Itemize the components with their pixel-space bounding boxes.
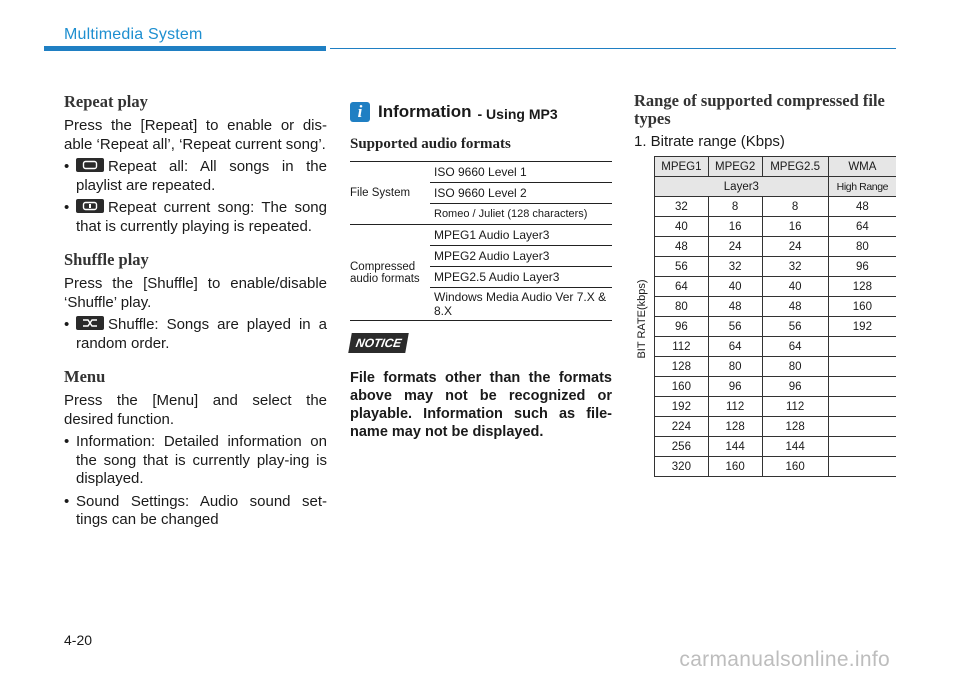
column-repeat-shuffle-menu <box>64 92 327 530</box>
table-cell: 8 <box>762 197 828 217</box>
table-cell: 48 <box>708 297 762 317</box>
bitrate-axis-label: BIT RATE(kbps) <box>636 279 648 359</box>
table-row <box>655 457 897 477</box>
bullet: • <box>64 492 70 510</box>
table-cell: 192 <box>828 317 896 337</box>
header-cell: WMA <box>828 157 896 177</box>
section-title: Multimedia System <box>64 26 203 43</box>
table-cell: 40 <box>655 217 709 237</box>
shuffle-heading: Shuffle play <box>64 250 149 269</box>
table-cell: 112 <box>708 397 762 417</box>
table-row <box>655 257 897 277</box>
bitrate-table <box>654 156 896 477</box>
table-cell: 64 <box>708 337 762 357</box>
table-cell: 320 <box>655 457 709 477</box>
range-heading: Range of supported compressed file types <box>634 91 885 128</box>
table-cell: 112 <box>655 337 709 357</box>
menu-info-text: Information: Detailed information on the song that is currently play-ing is displayed. <box>76 433 327 487</box>
repeat-heading: Repeat play <box>64 92 148 111</box>
table-cell: ISO 9660 Level 1 <box>430 162 612 183</box>
table-cell: 80 <box>828 237 896 257</box>
bullet: • <box>64 316 70 333</box>
table-cell: 80 <box>655 297 709 317</box>
table-cell: 64 <box>655 277 709 297</box>
file-system-label: File System <box>350 162 430 225</box>
list-item <box>64 199 327 236</box>
header-cell: MPEG2.5 <box>762 157 828 177</box>
table-cell <box>828 337 896 357</box>
table-cell: 96 <box>708 377 762 397</box>
table-cell: Windows Media Audio Ver 7.X & 8.X <box>430 288 612 321</box>
table-cell: 128 <box>655 357 709 377</box>
table-cell: 96 <box>762 377 828 397</box>
notice-text: File formats other than the formats above may not be recognized or playable. Information such as file-name may not be displayed. <box>350 370 612 440</box>
layer-cell: Layer3 <box>655 177 829 197</box>
table-row <box>655 197 897 217</box>
table-cell: 8 <box>708 197 762 217</box>
table-cell: 128 <box>708 417 762 437</box>
table-cell: 80 <box>762 357 828 377</box>
header-cell: MPEG2 <box>708 157 762 177</box>
table-cell: 224 <box>655 417 709 437</box>
table-cell: 64 <box>762 337 828 357</box>
table-cell: Romeo / Juliet (128 characters) <box>430 204 612 225</box>
shuffle-body: Press the [Shuffle] to enable/disable ‘Shuffle’ play. <box>64 275 327 311</box>
table-cell: 144 <box>708 437 762 457</box>
table-cell: 160 <box>708 457 762 477</box>
table-row <box>655 217 897 237</box>
table-cell: 24 <box>762 237 828 257</box>
table-cell <box>828 417 896 437</box>
table-cell: 96 <box>655 317 709 337</box>
table-cell: 160 <box>828 297 896 317</box>
table-cell: 16 <box>762 217 828 237</box>
bullet: • <box>64 158 70 175</box>
table-cell: 56 <box>762 317 828 337</box>
bitrate-table-wrap <box>634 156 896 477</box>
table-cell: 112 <box>762 397 828 417</box>
repeat-one-icon <box>76 199 104 213</box>
table-cell <box>828 457 896 477</box>
repeat-all-text: Repeat all: All songs in the playlist are repeated. <box>76 158 327 194</box>
table-cell: MPEG2.5 Audio Layer3 <box>430 267 612 288</box>
axis-label-wrap <box>632 156 652 482</box>
table-cell: 128 <box>762 417 828 437</box>
table-header-row <box>655 157 897 177</box>
table-cell <box>828 397 896 417</box>
table-header-row <box>655 177 897 197</box>
table-cell: 144 <box>762 437 828 457</box>
table-row <box>655 437 897 457</box>
repeat-current-text: Repeat current song: The song that is currently playing is repeated. <box>76 199 327 235</box>
table-cell: 160 <box>655 377 709 397</box>
table-cell: 160 <box>762 457 828 477</box>
table-cell: 40 <box>762 277 828 297</box>
header-rule-thick <box>44 46 326 51</box>
menu-body: Press the [Menu] and select the desired function. <box>64 392 327 428</box>
list-item <box>64 433 327 489</box>
list-item <box>64 493 327 530</box>
table-row <box>655 337 897 357</box>
column-bitrate-range <box>634 92 896 477</box>
info-icon: i <box>350 102 370 122</box>
shuffle-item-text: Shuffle: Songs are played in a random order. <box>76 316 327 352</box>
table-cell: 48 <box>828 197 896 217</box>
information-subtitle: - Using MP3 <box>477 106 558 122</box>
shuffle-icon <box>76 316 104 330</box>
table-cell: 16 <box>708 217 762 237</box>
table-row <box>350 225 612 246</box>
formats-heading: Supported audio formats <box>350 136 511 152</box>
table-cell: MPEG1 Audio Layer3 <box>430 225 612 246</box>
high-range-cell: High Range <box>828 177 896 197</box>
bitrate-subheading: 1. Bitrate range (Kbps) <box>634 133 785 150</box>
bullet: • <box>64 199 70 216</box>
formats-table <box>350 161 612 321</box>
header-rule-thin <box>330 48 896 49</box>
table-cell: 56 <box>655 257 709 277</box>
table-cell: 96 <box>828 257 896 277</box>
table-row <box>655 397 897 417</box>
table-cell: 40 <box>708 277 762 297</box>
table-row <box>655 277 897 297</box>
table-row <box>655 297 897 317</box>
table-cell: 48 <box>762 297 828 317</box>
information-title: Information <box>378 102 472 121</box>
table-cell: 32 <box>762 257 828 277</box>
repeat-body: Press the [Repeat] to enable or dis-able ‘Repeat all’, ‘Repeat current song’. <box>64 117 327 153</box>
notice-badge: NOTICE <box>348 333 409 353</box>
repeat-icon <box>76 158 104 172</box>
table-cell: 80 <box>708 357 762 377</box>
table-cell: 24 <box>708 237 762 257</box>
table-cell: ISO 9660 Level 2 <box>430 183 612 204</box>
table-row <box>655 237 897 257</box>
header-cell: MPEG1 <box>655 157 709 177</box>
list-item <box>64 158 327 195</box>
table-cell: 32 <box>655 197 709 217</box>
bullet: • <box>64 433 70 450</box>
information-heading <box>350 102 612 122</box>
compressed-label: Compressed audio formats <box>350 225 430 321</box>
list-item <box>64 316 327 353</box>
table-cell: 56 <box>708 317 762 337</box>
table-cell <box>828 357 896 377</box>
table-cell: MPEG2 Audio Layer3 <box>430 246 612 267</box>
table-cell <box>828 437 896 457</box>
table-row <box>350 162 612 183</box>
table-cell <box>828 377 896 397</box>
table-row <box>655 417 897 437</box>
menu-heading: Menu <box>64 367 106 386</box>
table-cell: 128 <box>828 277 896 297</box>
table-cell: 32 <box>708 257 762 277</box>
column-information <box>350 96 612 441</box>
table-cell: 192 <box>655 397 709 417</box>
table-row <box>655 357 897 377</box>
table-row <box>655 317 897 337</box>
table-row <box>655 377 897 397</box>
watermark: carmanualsonline.info <box>679 648 890 671</box>
table-cell: 64 <box>828 217 896 237</box>
table-cell: 256 <box>655 437 709 457</box>
table-cell: 48 <box>655 237 709 257</box>
menu-sound-text: Sound Settings: Audio sound set-tings can be changed <box>76 492 327 528</box>
page-number: 4-20 <box>64 632 93 648</box>
